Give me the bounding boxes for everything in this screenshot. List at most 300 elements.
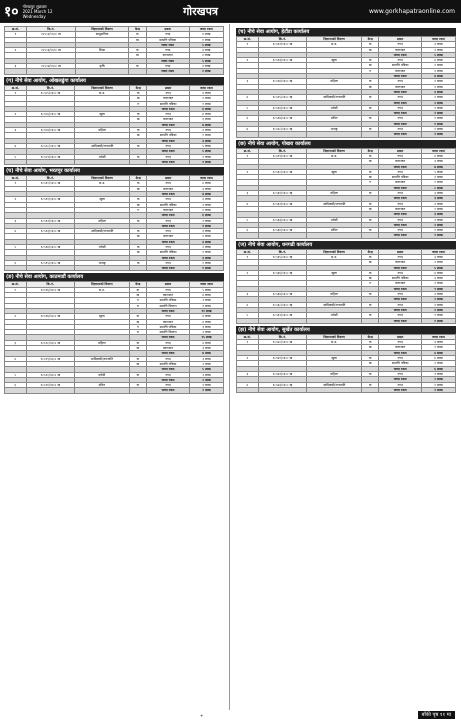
table-cell: १८५४२/०६०८ ख: [258, 371, 307, 376]
table-cell: १८५२३/०६०८ ख: [258, 58, 307, 63]
table-cell: १ लाख: [189, 159, 223, 164]
table-row: [237, 318, 456, 323]
table-cell: आदिवासी/जनजाति: [307, 302, 362, 307]
table-cell: १ लाख: [189, 101, 223, 106]
table-cell: १८५२९/०६०८ ख: [258, 153, 307, 158]
table-cell: २: [237, 270, 259, 275]
column-header-qty: जम्मा रकम: [189, 85, 223, 90]
table-cell: ख: [361, 276, 378, 281]
table-cell: १ लाख: [421, 111, 455, 116]
table-cell: १८५१३/०६०८ ख: [26, 229, 75, 234]
table-cell: क: [361, 116, 378, 121]
table-cell: ख: [129, 234, 146, 239]
table-cell: कागजात: [379, 84, 421, 89]
table-cell: नगद: [147, 229, 189, 234]
table-cell: ६: [5, 383, 27, 388]
table-cell: ३: [5, 340, 27, 345]
column-header-sn: क्र.सं.: [5, 27, 27, 32]
table-cell: १ लाख: [189, 383, 223, 388]
table-cell: १८५०५/०६०८ ख: [26, 90, 75, 95]
table-row: [5, 388, 224, 393]
table-cell: [75, 69, 128, 74]
table-cell: ग: [129, 298, 146, 303]
table-cell: नगद: [147, 314, 190, 319]
table-cell: नगद: [147, 372, 190, 377]
table-cell: क: [129, 244, 146, 249]
table-cell: कागजात: [147, 293, 190, 298]
table-cell: ४ लाख: [421, 153, 455, 158]
table-cell: खुला: [307, 58, 362, 63]
column-header-sn: क्र.सं.: [237, 37, 259, 42]
table-row: [237, 387, 456, 392]
table-cell: क: [361, 42, 378, 47]
table-cell: ४ लाख: [189, 319, 223, 324]
column-header-cat: केन्द्र: [129, 176, 146, 181]
table-cell: नगद: [379, 340, 421, 345]
table-cell: कागजात: [379, 159, 421, 164]
table-row: [5, 69, 224, 74]
table-cell: [361, 318, 378, 323]
table-cell: २ लाख: [421, 79, 455, 84]
table-cell: [26, 69, 75, 74]
table-cell: १८५१८/०६०८ ख: [26, 340, 75, 345]
table-cell: दलित: [75, 383, 130, 388]
table-cell: २ लाख: [189, 372, 223, 377]
table-cell: क: [129, 143, 146, 148]
table-cell: आदिवासी/जनजाति: [75, 229, 130, 234]
table-cell: ३ लाख: [189, 197, 223, 202]
table-cell: १: [5, 181, 27, 186]
column-header-sn: क्र.सं.: [237, 334, 259, 339]
table-cell: कागजात: [379, 206, 421, 211]
table-cell: ४ लाख: [421, 350, 455, 355]
section-title: (छ) नीचे सेवा आयोग, पोखरा कार्यालय: [236, 140, 456, 148]
table-cell: सम्पत्ति पत्रिका: [147, 361, 190, 366]
table-cell: क: [361, 340, 378, 345]
table-cell: ग: [361, 68, 378, 73]
table-cell: महिला: [307, 371, 362, 376]
column-header-code: कि.नं.: [258, 249, 307, 254]
column-header-qty: जम्मा रकम: [189, 27, 223, 32]
results-table: [236, 249, 456, 324]
column-header-party: विज्ञापनको विवरण: [307, 148, 362, 153]
table-cell: १ लाख: [189, 154, 223, 159]
table-cell: नगद: [147, 287, 190, 292]
column-header-code: कि.नं.: [26, 27, 75, 32]
table-cell: क: [361, 313, 378, 318]
table-cell: ग: [129, 101, 146, 106]
registration-mark: +: [200, 712, 204, 718]
table-cell: २: [237, 169, 259, 174]
table-cell: महिला: [307, 79, 362, 84]
table-cell: २ लाख: [189, 69, 223, 74]
table-cell: खुला: [307, 356, 362, 361]
results-table: [236, 148, 456, 239]
table-cell: नगद: [147, 260, 189, 265]
table-cell: क: [361, 191, 378, 196]
table-cell: ख: [361, 260, 378, 265]
table-cell: क: [129, 356, 146, 361]
table-cell: कागजात: [147, 96, 189, 101]
table-cell: जम्मा रकम: [147, 122, 189, 127]
issue-date-english: 2021 March 12 Wednesday: [22, 8, 53, 19]
table-cell: जम्मा रकम: [379, 164, 421, 169]
table-cell: [258, 318, 307, 323]
table-cell: २ लाख: [421, 292, 455, 297]
table-cell: नगद: [147, 181, 189, 186]
page-number-block: [0, 0, 80, 22]
table-cell: ग: [361, 281, 378, 286]
table-cell: क: [361, 105, 378, 110]
table-cell: क: [129, 340, 146, 345]
table-cell: नगद: [147, 218, 189, 223]
table-cell: जम्मा रकम: [379, 196, 421, 201]
website-url[interactable]: www.gorkhapatraonline.com: [321, 0, 461, 22]
table-cell: ४ लाख: [189, 340, 223, 345]
table-cell: १८५३३/०६०८ ख: [258, 217, 307, 222]
table-cell: [258, 233, 307, 238]
table-cell: जम्मा रकम: [147, 255, 189, 260]
table-cell: १ लाख: [189, 234, 223, 239]
table-cell: नगद: [146, 32, 189, 37]
table-cell: ३ लाख: [189, 117, 223, 122]
table-cell: १८५३६/०६०८ ख: [258, 270, 307, 275]
table-cell: १८५२५/०६०८ ख: [258, 95, 307, 100]
table-cell: नगद: [379, 356, 421, 361]
table-cell: २ लाख: [189, 128, 223, 133]
table-cell: कागजात: [379, 345, 421, 350]
table-cell: ख: [361, 345, 378, 350]
table-cell: १८५४३/०६०८ ख: [258, 382, 307, 387]
table-cell: ख: [129, 361, 146, 366]
table-cell: नगद: [147, 128, 189, 133]
table-cell: १८५१९/०६०८ ख: [26, 356, 75, 361]
table-cell: सम्पत्ति विवरण: [147, 303, 190, 308]
table-cell: नगद: [379, 302, 421, 307]
table-cell: जम्मा रकम: [146, 58, 189, 63]
table-cell: क: [361, 127, 378, 132]
page-number: १०: [4, 3, 19, 20]
table-cell: मधेसी: [75, 372, 130, 377]
table-cell: स.उ.: [307, 340, 362, 345]
table-cell: १८५३४/०६०८ ख: [258, 228, 307, 233]
table-cell: १८५२७/०६०८ ख: [258, 116, 307, 121]
table-cell: १ लाख: [421, 68, 455, 73]
column-header-type: प्रकार: [379, 37, 421, 42]
table-cell: जम्मा रकम: [379, 74, 421, 79]
table-cell: २ लाख: [421, 47, 455, 52]
table-cell: १८५०२/०६०८ ख: [26, 32, 75, 37]
table-cell: खुला: [75, 112, 130, 117]
column-header-qty: जम्मा रकम: [189, 176, 223, 181]
table-cell: ख: [361, 159, 378, 164]
table-cell: सम्पत्ति पत्रिका: [146, 37, 189, 42]
table-cell: खुला: [307, 270, 362, 275]
table-cell: कागजात: [147, 319, 190, 324]
table-cell: जम्मा रकम: [147, 106, 189, 111]
table-cell: [129, 266, 146, 271]
table-cell: दलित: [307, 116, 362, 121]
table-cell: [5, 266, 27, 271]
table-cell: २ लाख: [421, 260, 455, 265]
table-cell: ३: [237, 191, 259, 196]
column-header-type: प्रकार: [147, 85, 189, 90]
table-cell: जम्मा रकम: [146, 42, 189, 47]
table-cell: ५ लाख: [189, 143, 223, 148]
table-cell: आदिवासी/जनजाति: [307, 201, 362, 206]
table-cell: १८५३५/०६०८ ख: [258, 254, 307, 259]
issue-date: [23, 4, 76, 19]
table-cell: ७ लाख: [189, 192, 223, 197]
table-cell: स.उ.: [307, 153, 362, 158]
table-cell: नगद: [379, 313, 421, 318]
column-header-party: विज्ञापनको विवरण: [307, 37, 362, 42]
table-cell: ख: [361, 175, 378, 180]
table-cell: महिला: [307, 191, 362, 196]
left-column: [4, 26, 224, 394]
table-cell: स.उ.: [307, 254, 362, 259]
table-cell: अपाङ्ग: [75, 260, 130, 265]
table-cell: महिला: [307, 292, 362, 297]
table-cell: १ लाख: [421, 382, 455, 387]
table-cell: १: [237, 254, 259, 259]
table-cell: क: [129, 197, 146, 202]
table-cell: जम्मा रकम: [147, 335, 190, 340]
table-cell: ४: [237, 95, 259, 100]
table-cell: मधेसी: [75, 244, 130, 249]
section-title: (झ) नीचे सेवा आयोग, सुर्खेत कार्यालय: [236, 326, 456, 334]
table-cell: ख: [129, 53, 147, 58]
table-cell: १ लाख: [421, 313, 455, 318]
table-cell: ख: [129, 37, 147, 42]
table-cell: जम्मा रकम: [379, 377, 421, 382]
table-cell: १: [5, 287, 27, 292]
table-cell: १८५०८/०६०८ ख: [26, 143, 75, 148]
table-cell: ३ लाख: [421, 191, 455, 196]
table-cell: २ लाख: [421, 217, 455, 222]
table-cell: ख: [129, 346, 146, 351]
table-cell: १८५११/०६०८ ख: [26, 197, 75, 202]
table-cell: २ लाख: [421, 222, 455, 227]
table-cell: क: [129, 181, 146, 186]
table-cell: २ लाख: [189, 53, 223, 58]
table-cell: नगद: [379, 228, 421, 233]
table-cell: ३: [237, 371, 259, 376]
column-header-code: कि.नं.: [26, 85, 75, 90]
table-cell: ४ लाख: [421, 58, 455, 63]
table-cell: नगद: [379, 270, 421, 275]
table-cell: २ लाख: [189, 377, 223, 382]
table-cell: क: [361, 292, 378, 297]
column-header-cat: केन्द्र: [129, 27, 147, 32]
column-header-cat: केन्द्र: [129, 282, 146, 287]
table-cell: जम्मा रकम: [146, 69, 189, 74]
table-cell: कागजात: [147, 234, 189, 239]
table-cell: ख: [129, 96, 146, 101]
table-cell: [26, 388, 75, 393]
column-header-sn: क्र.सं.: [5, 85, 27, 90]
table-cell: १८५३१/०६०८ ख: [258, 191, 307, 196]
column-header-cat: केन्द्र: [129, 85, 146, 90]
table-cell: जम्मा रकम: [379, 121, 421, 126]
table-cell: १ लाख: [421, 121, 455, 126]
table-cell: मधेसी: [307, 217, 362, 222]
table-cell: २: [5, 314, 27, 319]
table-cell: २: [5, 112, 27, 117]
table-cell: २ लाख: [189, 96, 223, 101]
table-cell: ५ लाख: [189, 149, 223, 154]
table-cell: नगद: [379, 127, 421, 132]
table-cell: नगद: [147, 356, 190, 361]
results-table: [4, 175, 224, 271]
table-cell: जम्मा रकम: [379, 233, 421, 238]
column-header-code: कि.नं.: [258, 148, 307, 153]
table-cell: क: [129, 32, 147, 37]
table-cell: ३: [5, 128, 27, 133]
table-cell: नगद: [379, 371, 421, 376]
table-cell: सम्पत्ति विवरण: [147, 330, 190, 335]
table-cell: [5, 159, 27, 164]
table-cell: क: [129, 128, 146, 133]
table-cell: कागजात: [146, 53, 189, 58]
table-cell: ३ लाख: [421, 196, 455, 201]
table-cell: ६ लाख: [189, 106, 223, 111]
table-cell: ग: [129, 207, 146, 212]
table-cell: २: [5, 197, 27, 202]
table-cell: कागजात: [379, 180, 421, 185]
table-cell: ३ लाख: [189, 229, 223, 234]
table-cell: ख: [361, 63, 378, 68]
table-cell: क: [129, 48, 147, 53]
table-cell: २ लाख: [189, 218, 223, 223]
table-cell: ख: [361, 47, 378, 52]
table-cell: ३ लाख: [421, 212, 455, 217]
column-header-cat: केन्द्र: [361, 249, 378, 254]
table-cell: १८५२४/०६०८ ख: [258, 79, 307, 84]
table-cell: १ लाख: [421, 132, 455, 137]
column-header-sn: क्र.सं.: [5, 176, 27, 181]
table-cell: ३: [5, 64, 27, 69]
table-cell: [129, 69, 147, 74]
table-cell: ३ लाख: [189, 48, 223, 53]
table-cell: ३ लाख: [189, 186, 223, 191]
table-cell: [26, 266, 75, 271]
table-cell: नगद: [379, 42, 421, 47]
table-cell: १ लाख: [189, 303, 223, 308]
table-cell: २: [237, 356, 259, 361]
table-cell: सम्पत्ति पत्रिका: [379, 276, 421, 281]
table-cell: नगद: [147, 197, 189, 202]
table-cell: २ लाख: [189, 361, 223, 366]
table-cell: नगद: [379, 95, 421, 100]
table-cell: जम्मा रकम: [147, 266, 189, 271]
table-cell: ७: [237, 127, 259, 132]
table-cell: [5, 388, 27, 393]
table-cell: १ लाख: [189, 388, 223, 393]
table-cell: २ लाख: [421, 95, 455, 100]
table-cell: जम्मा रकम: [379, 387, 421, 392]
table-cell: जम्मा रकम: [379, 265, 421, 270]
table-cell: १२ लाख: [189, 308, 223, 313]
table-cell: २ लाख: [421, 100, 455, 105]
table-cell: क: [361, 169, 378, 174]
table-cell: सम्पत्ति पत्रिका: [379, 175, 421, 180]
table-cell: नगद: [379, 382, 421, 387]
table-cell: ख: [361, 361, 378, 366]
table-cell: १ लाख: [421, 318, 455, 323]
right-column: [236, 26, 456, 393]
column-header-party: विज्ञापनको विवरण: [307, 334, 362, 339]
table-cell: १८५१७/०६०८ ख: [26, 314, 75, 319]
table-cell: नगद: [379, 169, 421, 174]
table-row: [5, 266, 224, 271]
table-cell: [258, 132, 307, 137]
table-cell: आदिवासी/जनजाति: [307, 382, 362, 387]
table-cell: [5, 69, 27, 74]
table-cell: नगद: [379, 254, 421, 259]
table-cell: ४ लाख: [189, 293, 223, 298]
table-cell: स.उ.: [75, 287, 130, 292]
column-header-party: विज्ञापनको विवरण: [75, 85, 130, 90]
table-cell: [129, 159, 146, 164]
table-cell: २ लाख: [421, 297, 455, 302]
column-header-qty: जम्मा रकम: [421, 334, 455, 339]
table-cell: दलित: [307, 228, 362, 233]
table-cell: ३ लाख: [421, 340, 455, 345]
table-cell: क: [361, 201, 378, 206]
table-cell: ५: [5, 244, 27, 249]
table-cell: क: [361, 270, 378, 275]
table-cell: [237, 233, 259, 238]
table-cell: कागजात: [379, 281, 421, 286]
column-header-qty: जम्मा रकम: [189, 282, 223, 287]
table-cell: [75, 159, 130, 164]
table-cell: महिला: [75, 218, 130, 223]
table-cell: स.उ.: [307, 42, 362, 47]
column-header-code: कि.नं.: [258, 334, 307, 339]
table-cell: ग: [129, 324, 146, 329]
table-cell: जम्मा रकम: [147, 388, 190, 393]
table-cell: ख: [129, 202, 146, 207]
table-cell: ४ लाख: [189, 112, 223, 117]
table-cell: १ लाख: [421, 206, 455, 211]
table-cell: क: [361, 79, 378, 84]
table-cell: स.उ.: [75, 181, 130, 186]
table-cell: क: [129, 154, 146, 159]
table-cell: ३ लाख: [421, 276, 455, 281]
table-cell: क: [361, 371, 378, 376]
section-title: (ग) नीचे सेवा आयोग, ओखलढुंगा कार्यालय: [4, 77, 224, 85]
column-header-type: प्रकार: [146, 27, 189, 32]
table-cell: नगद: [379, 105, 421, 110]
table-cell: क: [129, 383, 146, 388]
table-cell: ३ लाख: [421, 89, 455, 94]
table-cell: क: [361, 228, 378, 233]
section-title: (ज) नीचे सेवा आयोग, धनगढी कार्यालय: [236, 241, 456, 249]
table-cell: १८५२०/०६०८ ख: [26, 372, 75, 377]
table-cell: मधेसी: [75, 154, 130, 159]
table-cell: सम्पत्ति पत्रिका: [147, 133, 189, 138]
table-cell: १ लाख: [421, 127, 455, 132]
table-cell: १८५१२/०६०८ ख: [26, 218, 75, 223]
column-header-code: कि.नं.: [258, 37, 307, 42]
table-cell: ६: [237, 116, 259, 121]
table-cell: स.उ.: [75, 90, 130, 95]
table-cell: १ लाख: [189, 250, 223, 255]
table-cell: ६ लाख: [189, 314, 223, 319]
table-cell: ख: [129, 133, 146, 138]
table-cell: ५ लाख: [189, 287, 223, 292]
